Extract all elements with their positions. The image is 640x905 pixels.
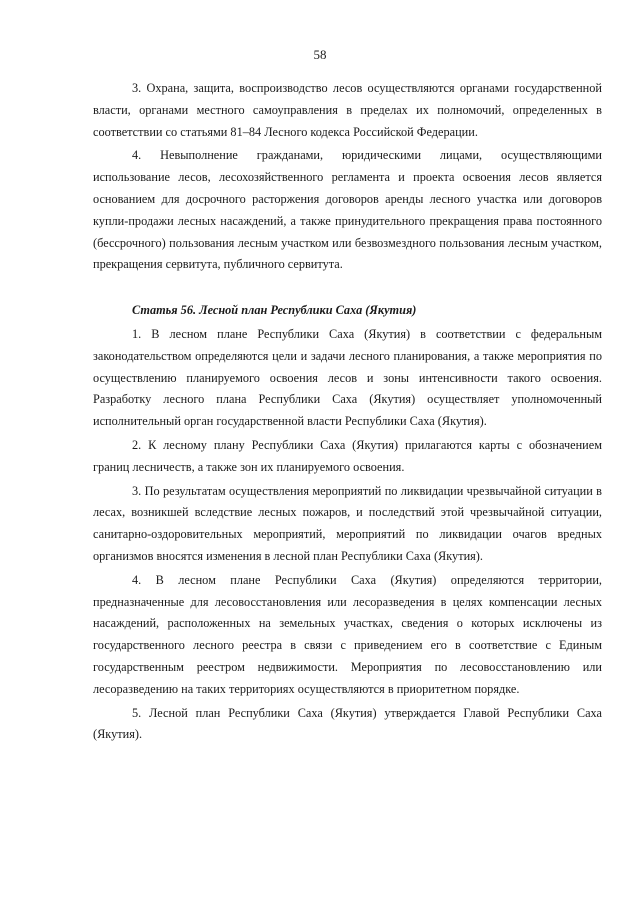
article-56-paragraph-2: 2. К лесному плану Республики Саха (Якутия) прилагаются карты с обозначением границ лесничеств, а также зон их планируемого освоения. (93, 437, 602, 474)
article-56-paragraph-4: 4. В лесном плане Республики Саха (Якутия) определяются территории, предназначенные для лесовосстановления или лесоразведения в целях компенсации лесных насаждений, расположенных на земельных участках, сведения о которых исключены из государственного лесного реестра в связи с приведением его в соответствие с Единым государственным реестром недвижимости. Мероприятия по лесовосстановлению или лесоразведению на таких территориях осуществляются в приоритетном порядке. (93, 572, 602, 696)
article-heading: Статья 56. Лесной план Республики Саха (Якутия) (132, 303, 417, 318)
paragraph-4-non-compliance: 4. Невыполнение гражданами, юридическими лицами, осуществляющими использование лесов, лесохозяйственного регламента и проекта освоения лесов является основанием для досрочного расторжения договоров аренды лесного участка или договоров купли-продажи лесных насаждений, а также принудительного прекращения права постоянного (бессрочного) пользования лесным участком или безвозмездного пользования лесным участком, прекращения сервитута, публичного сервитута. (93, 148, 602, 272)
article-56-paragraph-3: 3. По результатам осуществления мероприятий по ликвидации чрезвычайной ситуации в лесах, возникшей вследствие лесных пожаров, и последствий этой чрезвычайной ситуации, санитарно-оздоровительных мероприятий, мероприятий по ликвидации очагов вредных организмов вносятся изменения в лесной план Республики Саха (Якутия). (93, 483, 602, 563)
page-number: 58 (313, 47, 327, 62)
article-56-paragraph-5: 5. Лесной план Республики Саха (Якутия) утверждается Главой Республики Саха (Якутия). (93, 705, 602, 742)
article-56-paragraph-1: 1. В лесном плане Республики Саха (Якутия) в соответствии с федеральным законодательством определяются цели и задачи лесного планирования, а также мероприятия по осуществлению планируемого освоения лесов и зоны интенсивности такого освоения. Разработку лесного плана Республики Саха (Якутия) осуществляет уполномоченный исполнительный орган государственной власти Республики Саха (Якутия). (93, 326, 602, 429)
document-body (93, 78, 602, 746)
paragraph-3-protection: 3. Охрана, защита, воспроизводство лесов осуществляются органами государственной власти, органами местного самоуправления в пределах их полномочий, определенных в соответствии со статьями 81–84 Лесного кодекса Российской Федерации. (93, 81, 602, 139)
